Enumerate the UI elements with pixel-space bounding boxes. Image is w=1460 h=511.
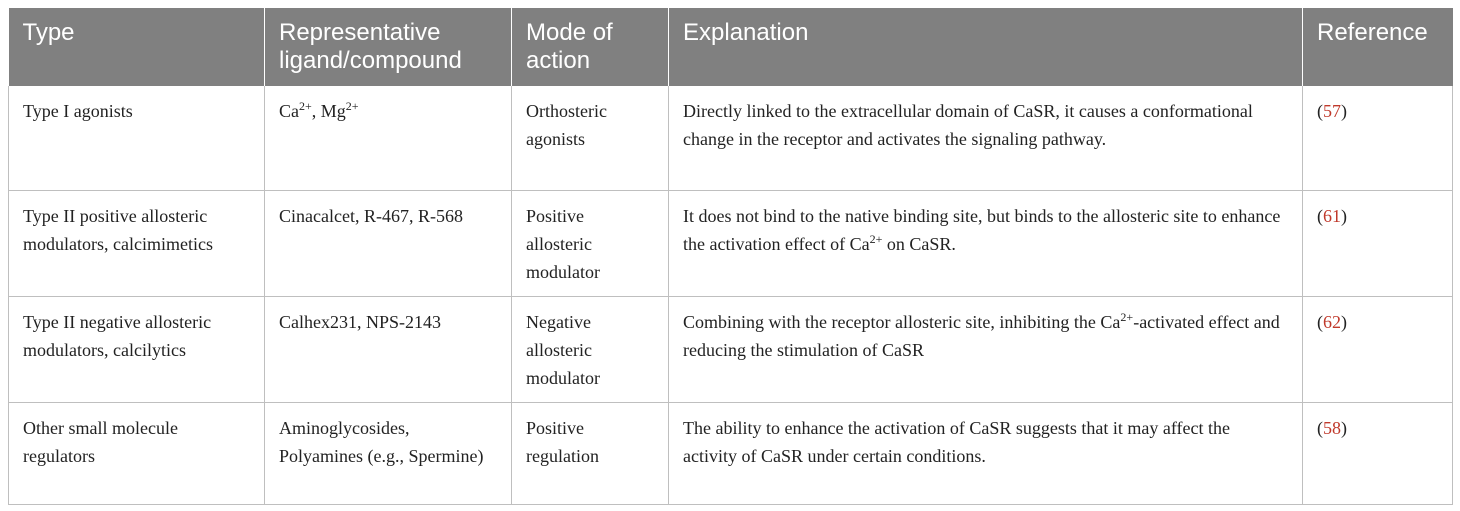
reference-link[interactable]: 61 — [1323, 205, 1341, 226]
ligand-ca-charge: 2+ — [299, 99, 312, 113]
ref-open: ( — [1317, 311, 1323, 332]
cell-type: Type I agonists — [9, 86, 265, 190]
cell-mode: Negative allosteric modulator — [512, 296, 669, 402]
cell-type: Type II positive allosteric modulators, calcimimetics — [9, 190, 265, 296]
header-type: Type — [9, 8, 265, 86]
cell-reference — [1303, 296, 1453, 402]
ref-close: ) — [1341, 417, 1347, 438]
ref-close: ) — [1341, 311, 1347, 332]
explanation-text: Combining with the receptor allosteric site, inhibiting the Ca — [683, 311, 1121, 332]
table-row — [9, 402, 1453, 504]
ligand-table — [8, 8, 1453, 505]
cell-type: Type II negative allosteric modulators, calcilytics — [9, 296, 265, 402]
header-ligand: Representative ligand/compound — [265, 8, 512, 86]
ligand-ca: Ca — [279, 101, 299, 121]
cell-ligand: Calhex231, NPS-2143 — [265, 296, 512, 402]
cell-mode: Positive regulation — [512, 402, 669, 504]
cell-mode: Orthosteric agonists — [512, 86, 669, 190]
header-mode: Mode of action — [512, 8, 669, 86]
explanation-text-end: on CaSR. — [882, 233, 956, 254]
table-header — [9, 8, 1453, 86]
table-row — [9, 296, 1453, 402]
explanation-charge: 2+ — [869, 231, 883, 246]
explanation-charge: 2+ — [1120, 309, 1134, 324]
reference-link[interactable]: 62 — [1323, 311, 1341, 332]
cell-ligand: Aminoglycosides, Polyamines (e.g., Spermine) — [265, 402, 512, 504]
explanation-text: It does not bind to the native binding site, but binds to the allosteric site to enhance the activation effect of Ca — [683, 205, 1281, 254]
table-row — [9, 86, 1453, 190]
cell-reference — [1303, 86, 1453, 190]
cell-explanation — [669, 190, 1303, 296]
explanation-text-end: -activated effect and reducing the stimulation of CaSR — [683, 311, 1280, 360]
ligand-mg: , Mg — [311, 101, 346, 121]
cell-reference — [1303, 402, 1453, 504]
reference-link[interactable]: 57 — [1323, 101, 1341, 121]
ligand-mg-charge: 2+ — [345, 99, 359, 113]
header-reference: Reference — [1303, 8, 1453, 86]
ref-open: ( — [1317, 417, 1323, 438]
cell-ligand: Cinacalcet, R-467, R-568 — [265, 190, 512, 296]
cell-explanation — [669, 296, 1303, 402]
ref-close: ) — [1341, 101, 1347, 121]
cell-ligand — [265, 86, 512, 190]
cell-explanation: Directly linked to the extracellular domain of CaSR, it causes a conformational change in the receptor and activates the signaling pathway. — [669, 86, 1303, 190]
reference-link[interactable]: 58 — [1323, 417, 1341, 438]
cell-mode: Positive allosteric modulator — [512, 190, 669, 296]
cell-reference — [1303, 190, 1453, 296]
ref-open: ( — [1317, 205, 1323, 226]
cell-type: Other small molecule regulators — [9, 402, 265, 504]
ref-close: ) — [1341, 205, 1347, 226]
table-row — [9, 190, 1453, 296]
header-explanation: Explanation — [669, 8, 1303, 86]
cell-explanation: The ability to enhance the activation of CaSR suggests that it may affect the activity of CaSR under certain conditions. — [669, 402, 1303, 504]
ref-open: ( — [1317, 101, 1323, 121]
